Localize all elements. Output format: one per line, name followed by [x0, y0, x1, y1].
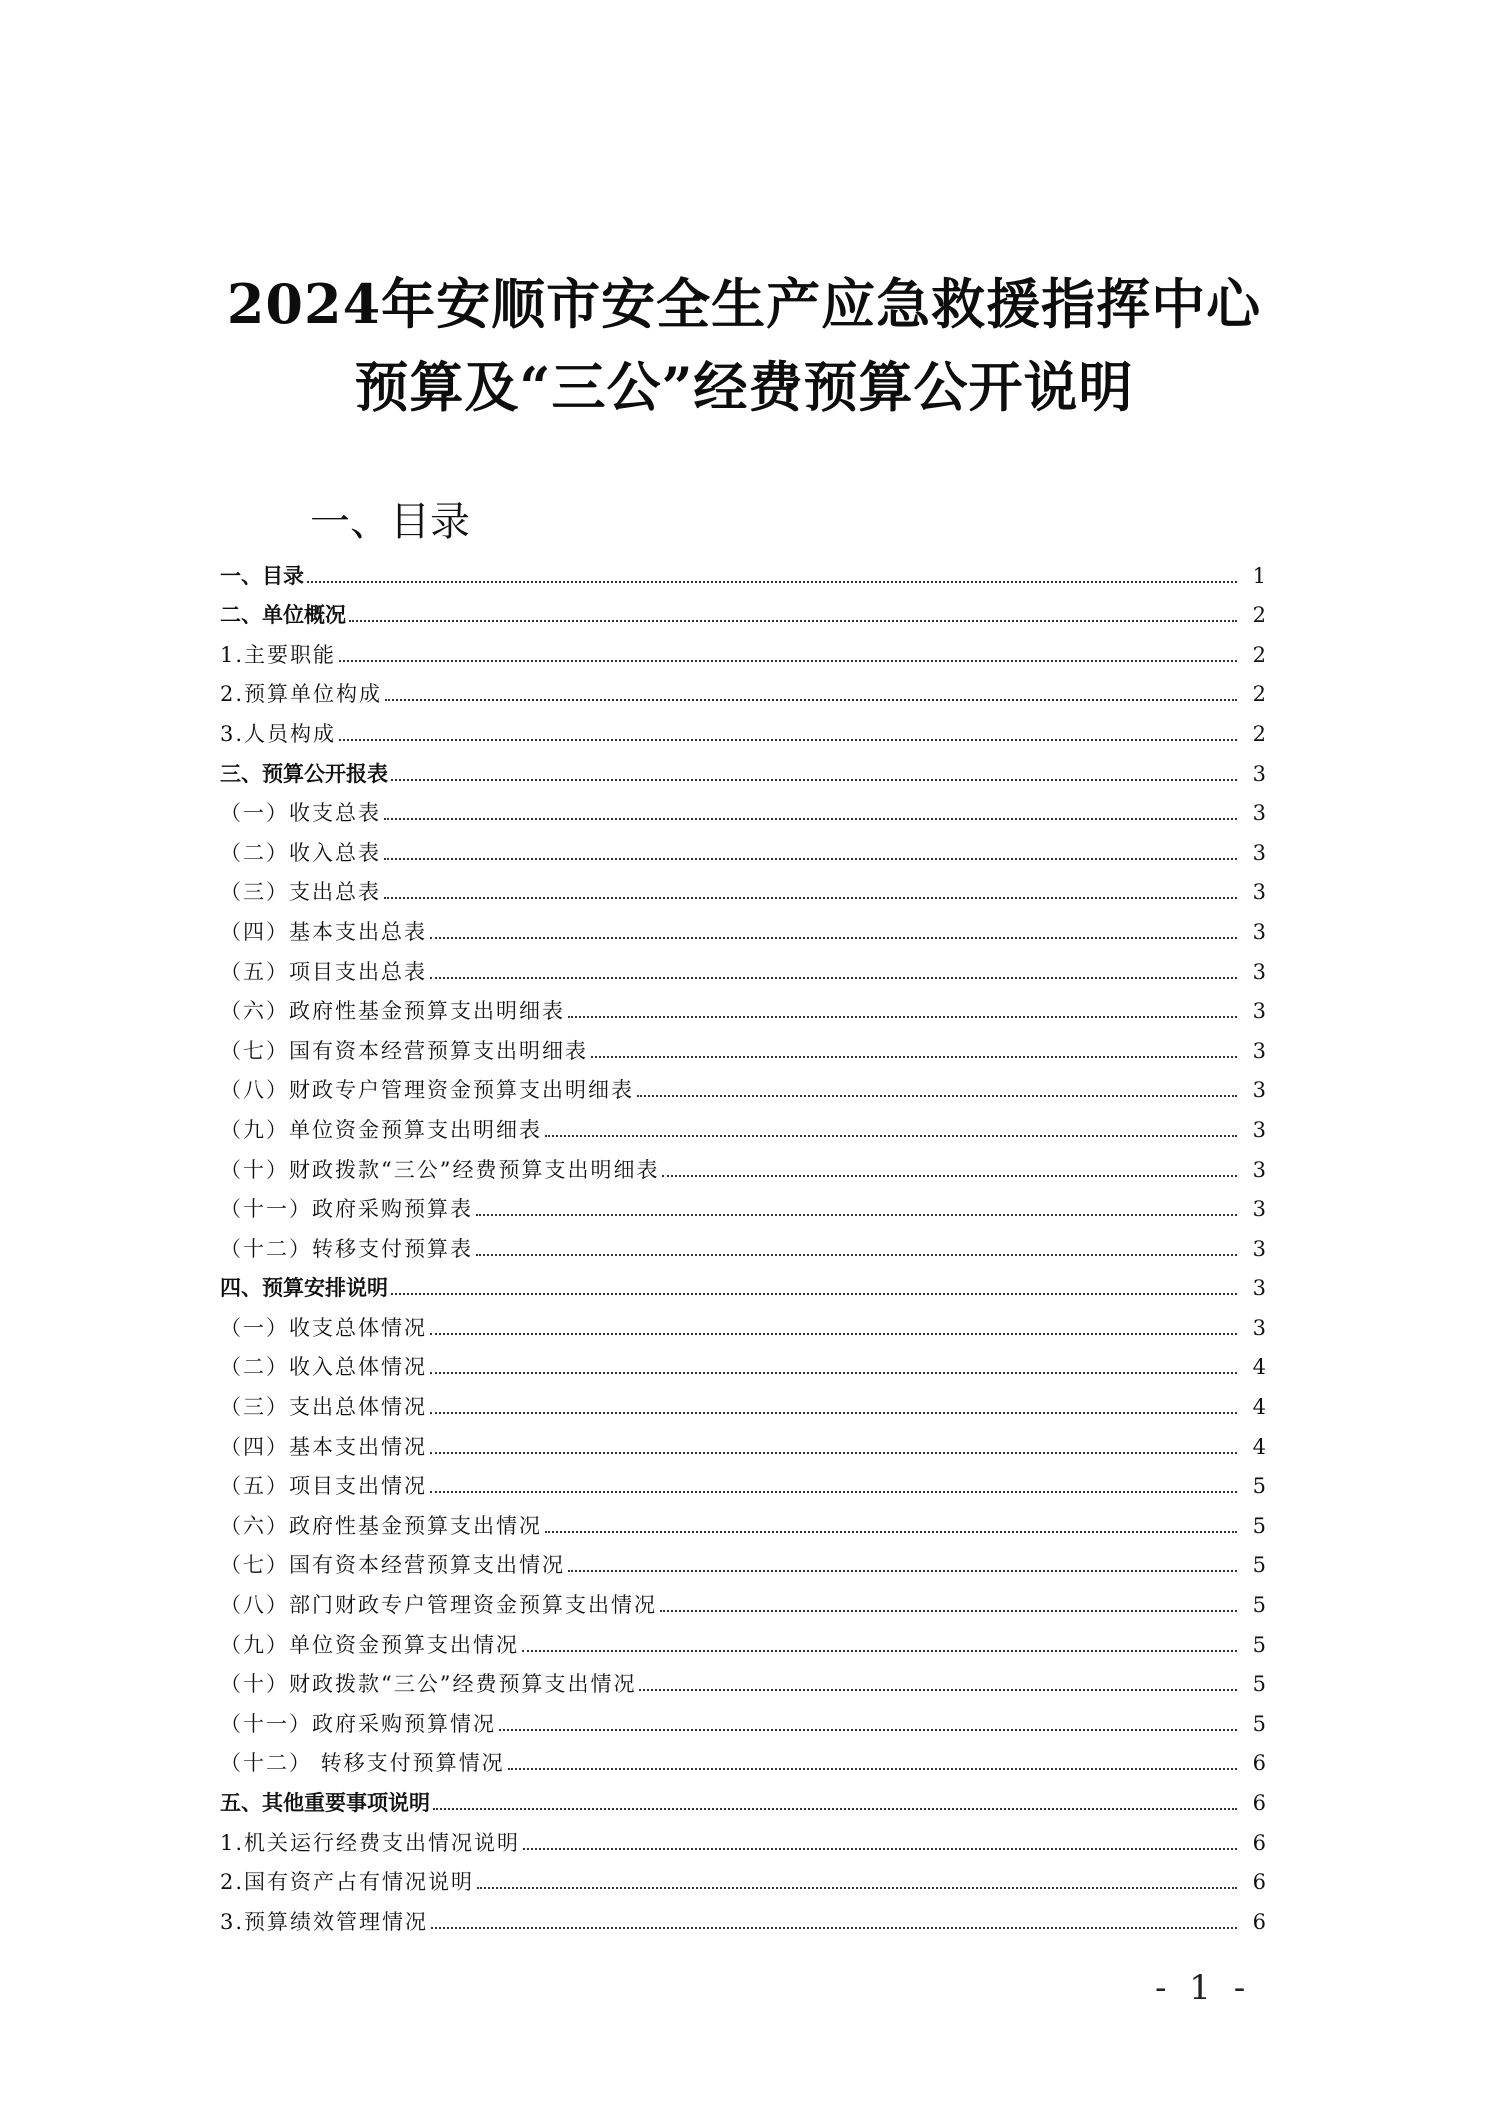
toc-dot-leader	[385, 699, 1237, 701]
toc-entry-page-number: 3	[1252, 1078, 1266, 1103]
toc-entry-label: 五、其他重要事项说明	[220, 1791, 430, 1815]
toc-entry-page-number: 1	[1252, 563, 1266, 588]
toc-dot-leader	[545, 1531, 1237, 1533]
toc-entry[interactable]	[220, 1106, 1266, 1146]
toc-entry[interactable]	[220, 1225, 1266, 1265]
toc-entry[interactable]	[220, 552, 1266, 592]
toc-entry-page-number: 3	[1252, 1157, 1266, 1182]
toc-dot-leader	[523, 1848, 1237, 1850]
toc-entry[interactable]	[220, 1383, 1266, 1423]
toc-dot-leader	[662, 1175, 1237, 1177]
toc-entry-label: （二）收入总体情况	[220, 1355, 427, 1380]
toc-dot-leader	[433, 1808, 1237, 1810]
toc-dot-leader	[384, 897, 1237, 899]
toc-entry-label: 四、预算安排说明	[220, 1276, 388, 1301]
toc-entry-label: （三）支出总表	[220, 880, 381, 905]
toc-dot-leader	[430, 1412, 1237, 1414]
toc-dot-leader	[639, 1689, 1237, 1691]
toc-entry-page-number: 3	[1252, 919, 1266, 944]
toc-entry-label: （三）支出总体情况	[220, 1395, 427, 1420]
toc-entry-page-number: 2	[1252, 721, 1266, 746]
toc-dot-leader	[430, 1372, 1237, 1374]
toc-entry-label: （八）财政专户管理资金预算支出明细表	[220, 1078, 634, 1103]
toc-entry[interactable]	[220, 1502, 1266, 1542]
toc-entry-label: （五）项目支出情况	[220, 1474, 427, 1499]
toc-entry[interactable]	[220, 1700, 1266, 1740]
toc-entry-label: （一）收支总表	[220, 801, 381, 826]
toc-entry-label: （十二）转移支付预算表	[220, 1236, 473, 1261]
toc-dot-leader	[430, 937, 1237, 939]
toc-entry[interactable]	[220, 948, 1266, 988]
toc-entry[interactable]	[220, 1463, 1266, 1503]
table-of-contents	[220, 552, 1266, 1938]
toc-entry[interactable]	[220, 671, 1266, 711]
toc-dot-leader	[339, 660, 1237, 662]
toc-entry-label: 1.机关运行经费支出情况说明	[220, 1830, 521, 1855]
toc-entry[interactable]	[220, 1067, 1266, 1107]
toc-entry-page-number: 2	[1252, 682, 1266, 707]
toc-entry-label: （五）项目支出总表	[220, 959, 427, 984]
toc-entry[interactable]	[220, 1819, 1266, 1859]
toc-dot-leader	[384, 818, 1237, 820]
toc-entry[interactable]	[220, 631, 1266, 671]
toc-entry-label: 2.国有资产占有情况说明	[220, 1870, 475, 1895]
toc-dot-leader	[430, 1452, 1237, 1454]
toc-entry-label: （八）部门财政专户管理资金预算支出情况	[220, 1593, 657, 1618]
toc-entry[interactable]	[220, 710, 1266, 750]
toc-entry-label: 3.人员构成	[220, 721, 337, 746]
toc-entry-label: （四）基本支出总表	[220, 919, 427, 944]
toc-dot-leader	[660, 1610, 1237, 1612]
toc-entry-label: （十）财政拨款“三公”经费预算支出情况	[220, 1672, 637, 1697]
toc-entry[interactable]	[220, 1859, 1266, 1899]
toc-entry[interactable]	[220, 1542, 1266, 1582]
toc-entry[interactable]	[220, 790, 1266, 830]
toc-dot-leader	[522, 1650, 1237, 1652]
toc-entry-page-number: 3	[1252, 1038, 1266, 1063]
toc-entry-label: 1.主要职能	[220, 642, 337, 667]
toc-entry-label: （一）收支总体情况	[220, 1315, 427, 1340]
toc-entry-page-number: 4	[1252, 1395, 1266, 1420]
toc-entry[interactable]	[220, 1423, 1266, 1463]
toc-dot-leader	[391, 779, 1237, 781]
toc-entry-page-number: 6	[1252, 1909, 1266, 1934]
toc-entry-page-number: 3	[1252, 1315, 1266, 1340]
toc-dot-leader	[568, 1570, 1237, 1572]
toc-entry-label: 二、单位概况	[220, 603, 346, 628]
toc-entry[interactable]	[220, 1304, 1266, 1344]
toc-entry[interactable]	[220, 988, 1266, 1028]
toc-entry-label: （九）单位资金预算支出情况	[220, 1632, 519, 1657]
toc-entry[interactable]	[220, 1146, 1266, 1186]
toc-entry-page-number: 5	[1252, 1632, 1266, 1657]
toc-entry[interactable]	[220, 1186, 1266, 1226]
toc-entry-page-number: 5	[1252, 1593, 1266, 1618]
toc-dot-leader	[508, 1768, 1237, 1770]
toc-entry[interactable]	[220, 1027, 1266, 1067]
toc-dot-leader	[431, 1927, 1237, 1929]
document-title-line1: 2024年安顺市安全生产应急救援指挥中心	[226, 272, 1262, 336]
toc-entry-label: 3.预算绩效管理情况	[220, 1909, 429, 1934]
toc-dot-leader	[349, 620, 1237, 622]
toc-dot-leader	[499, 1729, 1237, 1731]
toc-entry-page-number: 6	[1252, 1791, 1266, 1815]
toc-entry-page-number: 6	[1252, 1870, 1266, 1895]
toc-entry-label: （六）政府性基金预算支出情况	[220, 1513, 542, 1538]
toc-entry-label: （七）国有资本经营预算支出情况	[220, 1553, 565, 1578]
toc-entry-page-number: 3	[1252, 959, 1266, 984]
toc-entry-label: （九）单位资金预算支出明细表	[220, 1117, 542, 1142]
toc-entry-page-number: 6	[1252, 1830, 1266, 1855]
toc-entry[interactable]	[220, 1344, 1266, 1384]
toc-entry[interactable]	[220, 1898, 1266, 1938]
toc-entry-page-number: 3	[1252, 1197, 1266, 1222]
toc-dot-leader	[591, 1056, 1237, 1058]
document-title-line2: 预算及“三公”经费预算公开说明	[354, 355, 1134, 419]
toc-entry-page-number: 4	[1252, 1434, 1266, 1459]
toc-entry-page-number: 3	[1252, 840, 1266, 865]
toc-entry-page-number: 5	[1252, 1672, 1266, 1697]
toc-entry-label: （六）政府性基金预算支出明细表	[220, 999, 565, 1024]
toc-entry-page-number: 3	[1252, 1276, 1266, 1301]
toc-entry[interactable]	[220, 1779, 1266, 1819]
toc-entry[interactable]	[220, 1740, 1266, 1780]
toc-entry[interactable]	[220, 1265, 1266, 1305]
toc-entry-page-number: 4	[1252, 1355, 1266, 1380]
toc-entry-label: （十一）政府采购预算表	[220, 1197, 473, 1222]
toc-entry-label: （七）国有资本经营预算支出明细表	[220, 1038, 588, 1063]
toc-entry-label: （十）财政拨款“三公”经费预算支出明细表	[220, 1157, 660, 1182]
toc-entry[interactable]	[220, 829, 1266, 869]
toc-dot-leader	[568, 1016, 1237, 1018]
toc-entry-label: 2.预算单位构成	[220, 682, 383, 707]
toc-entry-page-number: 3	[1252, 801, 1266, 826]
toc-dot-leader	[476, 1214, 1237, 1216]
toc-entry[interactable]	[220, 1581, 1266, 1621]
toc-entry-page-number: 5	[1252, 1513, 1266, 1538]
toc-entry[interactable]	[220, 750, 1266, 790]
toc-entry-page-number: 2	[1252, 642, 1266, 667]
toc-entry-label: （十二） 转移支付预算情况	[220, 1751, 505, 1776]
toc-dot-leader	[477, 1887, 1237, 1889]
toc-dot-leader	[430, 977, 1237, 979]
toc-entry[interactable]	[220, 592, 1266, 632]
toc-entry-page-number: 5	[1252, 1553, 1266, 1578]
toc-dot-leader	[637, 1095, 1237, 1097]
toc-entry[interactable]	[220, 908, 1266, 948]
toc-entry-page-number: 5	[1252, 1711, 1266, 1736]
toc-entry-label: （四）基本支出情况	[220, 1434, 427, 1459]
toc-entry-page-number: 5	[1252, 1474, 1266, 1499]
toc-dot-leader	[307, 581, 1237, 583]
toc-entry-page-number: 3	[1252, 1117, 1266, 1142]
toc-dot-leader	[476, 1254, 1237, 1256]
toc-entry-page-number: 3	[1252, 761, 1266, 786]
toc-entry-page-number: 2	[1252, 603, 1266, 628]
toc-entry-label: 一、目录	[220, 563, 304, 588]
toc-entry-label: 三、预算公开报表	[220, 761, 388, 786]
page-number: - 1 -	[1155, 1968, 1252, 2008]
toc-entry[interactable]	[220, 1621, 1266, 1661]
toc-entry-page-number: 3	[1252, 1236, 1266, 1261]
toc-dot-leader	[391, 1293, 1237, 1295]
toc-entry[interactable]	[220, 1661, 1266, 1701]
toc-dot-leader	[339, 739, 1237, 741]
toc-entry-label: （二）收入总表	[220, 840, 381, 865]
toc-dot-leader	[384, 858, 1237, 860]
toc-heading: 一、目录	[310, 499, 470, 545]
toc-entry[interactable]	[220, 869, 1266, 909]
toc-entry-page-number: 3	[1252, 880, 1266, 905]
toc-dot-leader	[430, 1491, 1237, 1493]
toc-dot-leader	[430, 1333, 1237, 1335]
toc-entry-page-number: 6	[1252, 1751, 1266, 1776]
toc-entry-page-number: 3	[1252, 999, 1266, 1024]
toc-entry-label: （十一）政府采购预算情况	[220, 1711, 496, 1736]
toc-dot-leader	[545, 1135, 1237, 1137]
